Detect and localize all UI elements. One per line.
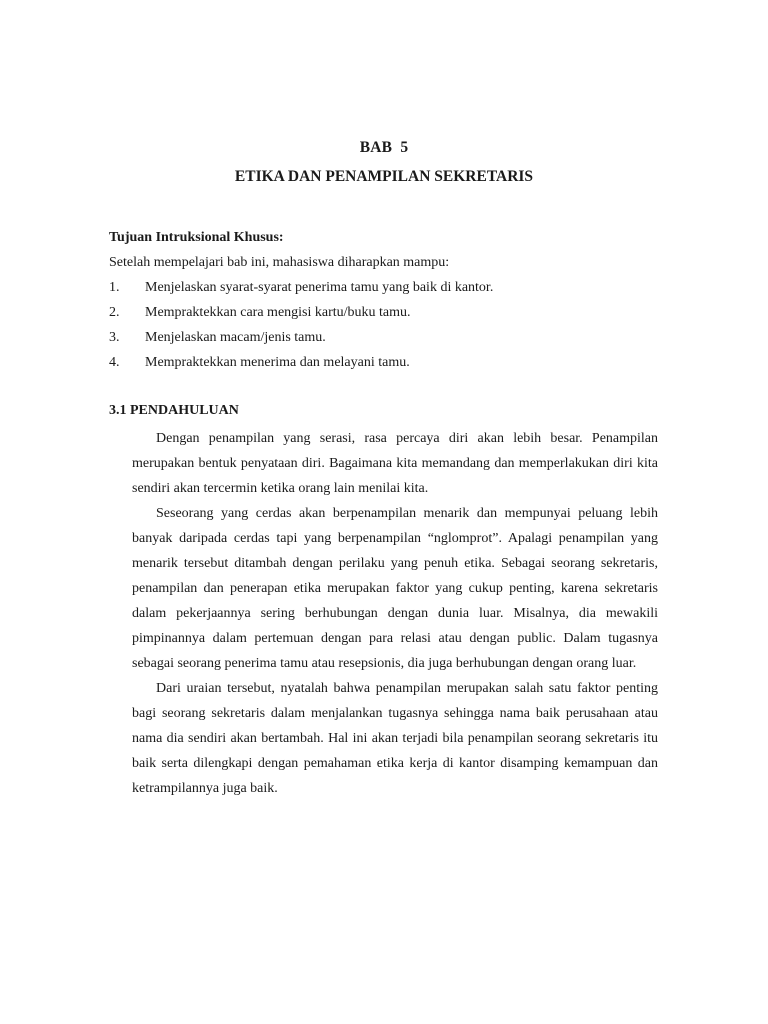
- body-paragraph: Seseorang yang cerdas akan berpenampilan menarik dan mempunyai peluang lebih banyak daripada cerdas tapi yang berpenampilan “nglomprot”. Apalagi penampilan yang menarik tersebut ditambah dengan perilaku yang penuh etika. Sebagai seorang sekretaris, penampilan dan penerapan etika merupakan faktor yang cukup penting, karena sekretaris dalam pekerjaannya sering berhubungan dengan dunia luar. Misalnya, dia mewakili pimpinannya dalam pertemuan dengan para relasi atau dengan public. Dalam tugasnya sebagai seorang penerima tamu atau resepsionis, dia juga berhubungan dengan orang luar.: [132, 506, 658, 671]
- body-paragraph: Dengan penampilan yang serasi, rasa percaya diri akan lebih besar. Penampilan merupakan bentuk penyataan diri. Bagaimana kita memandang dan memperlakukan diri kita sendiri akan tercermin ketika orang lain menilai kita.: [132, 431, 658, 496]
- objectives-list: [109, 275, 669, 375]
- chapter-title: ETIKA DAN PENAMPILAN SEKRETARIS: [234, 168, 534, 185]
- objective-text: Menjelaskan syarat-syarat penerima tamu yang baik di kantor.: [145, 280, 494, 295]
- objectives-intro: Setelah mempelajari bab ini, mahasiswa diharapkan mampu:: [109, 255, 450, 270]
- objective-number: 2.: [109, 305, 120, 320]
- objective-number: 3.: [109, 330, 120, 345]
- body-paragraph: Dari uraian tersebut, nyatalah bahwa penampilan merupakan salah satu faktor penting bagi seorang sekretaris dalam menjalankan tugasnya sehingga nama baik perusahaan atau nama dia sendiri akan bertambah. Hal ini akan terjadi bila penampilan seorang sekretaris itu baik serta dilengkapi dengan pemahaman etika kerja di kantor disamping kemampuan dan ketrampilannya juga baik.: [132, 681, 658, 796]
- objective-item: [109, 300, 669, 325]
- learning-objectives: [109, 225, 669, 375]
- objective-item: [109, 350, 669, 375]
- objective-item: [109, 275, 669, 300]
- objective-text: Mempraktekkan menerima dan melayani tamu.: [145, 355, 410, 370]
- objective-number: 4.: [109, 355, 120, 370]
- objective-text: Menjelaskan macam/jenis tamu.: [145, 330, 326, 345]
- objective-item: [109, 325, 669, 350]
- chapter-number: BAB 5: [359, 139, 409, 156]
- objective-text: Mempraktekkan cara mengisi kartu/buku tamu.: [145, 305, 411, 320]
- objective-number: 1.: [109, 280, 120, 295]
- section-body: [132, 426, 658, 801]
- objectives-heading: Tujuan Intruksional Khusus:: [109, 230, 284, 245]
- section-heading: 3.1 PENDAHULUAN: [109, 403, 239, 418]
